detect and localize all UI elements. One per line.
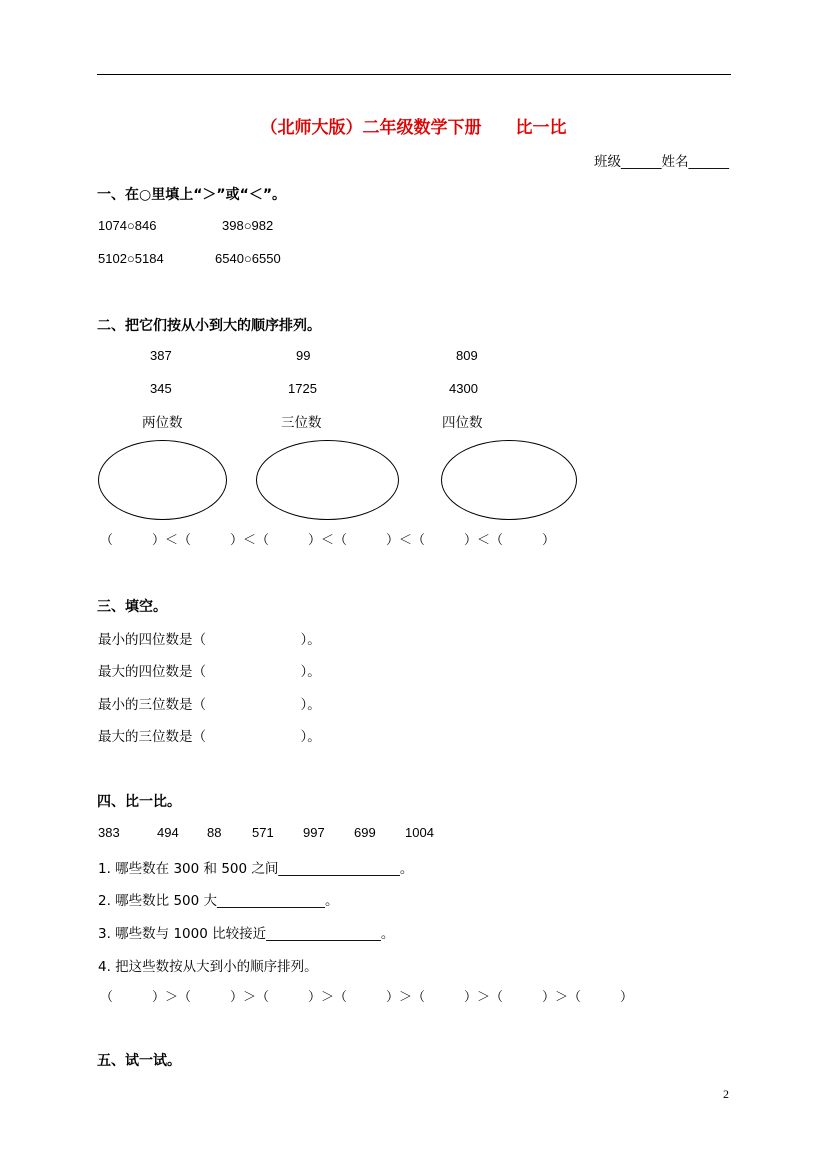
compare-item: 398○982 <box>222 218 274 233</box>
number-item: 345 <box>150 381 172 396</box>
number-item: 1004 <box>405 825 434 840</box>
number-item: 387 <box>150 348 172 363</box>
order-line-ascending: （ ）＜（ ）＜（ ）＜（ ）＜（ ）＜（ ） <box>100 533 556 548</box>
number-item: 383 <box>98 825 120 840</box>
section-5-heading: 五、试一试。 <box>97 1053 181 1069</box>
answer-ellipse-three-digit <box>256 440 399 520</box>
page-number: 2 <box>723 1087 729 1101</box>
fill-item: 最大的三位数是（ ）。 <box>98 729 321 745</box>
answer-ellipse-four-digit <box>441 440 577 520</box>
section-2-heading: 二、把它们按从小到大的顺序排列。 <box>97 318 321 334</box>
question-1: 1. 哪些数在 300 和 500 之间__________________。 <box>98 861 414 877</box>
number-item: 88 <box>207 825 222 840</box>
number-item: 1725 <box>288 381 317 396</box>
question-4: 4. 把这些数按从大到小的顺序排列。 <box>98 959 318 975</box>
number-item: 571 <box>252 825 274 840</box>
number-item: 809 <box>456 348 478 363</box>
order-line-descending: （ ）＞（ ）＞（ ）＞（ ）＞（ ）＞（ ）＞（ ） <box>100 990 634 1005</box>
section-1-heading: 一、在○里填上“＞”或“＜”。 <box>97 187 287 203</box>
number-item: 99 <box>296 348 311 363</box>
number-item: 494 <box>157 825 179 840</box>
question-2: 2. 哪些数比 500 大________________。 <box>98 893 339 909</box>
group-label: 四位数 <box>442 415 483 431</box>
number-item: 4300 <box>449 381 478 396</box>
fill-item: 最小的四位数是（ ）。 <box>98 632 321 648</box>
number-item: 997 <box>303 825 325 840</box>
number-item: 699 <box>354 825 376 840</box>
group-label: 两位数 <box>142 415 183 431</box>
section-4-heading: 四、比一比。 <box>97 794 181 810</box>
answer-ellipse-two-digit <box>98 440 227 520</box>
compare-item: 1074○846 <box>98 218 157 233</box>
fill-item: 最大的四位数是（ ）。 <box>98 664 321 680</box>
group-label: 三位数 <box>281 415 322 431</box>
section-3-heading: 三、填空。 <box>97 599 167 615</box>
question-3: 3. 哪些数与 1000 比较接近_________________。 <box>98 926 395 942</box>
page-title: （北师大版）二年级数学下册 比一比 <box>260 118 567 138</box>
class-name-field: 班级______姓名______ <box>594 154 729 170</box>
compare-item: 5102○5184 <box>98 251 164 266</box>
fill-item: 最小的三位数是（ ）。 <box>98 697 321 713</box>
compare-item: 6540○6550 <box>215 251 281 266</box>
header-rule <box>97 74 731 75</box>
